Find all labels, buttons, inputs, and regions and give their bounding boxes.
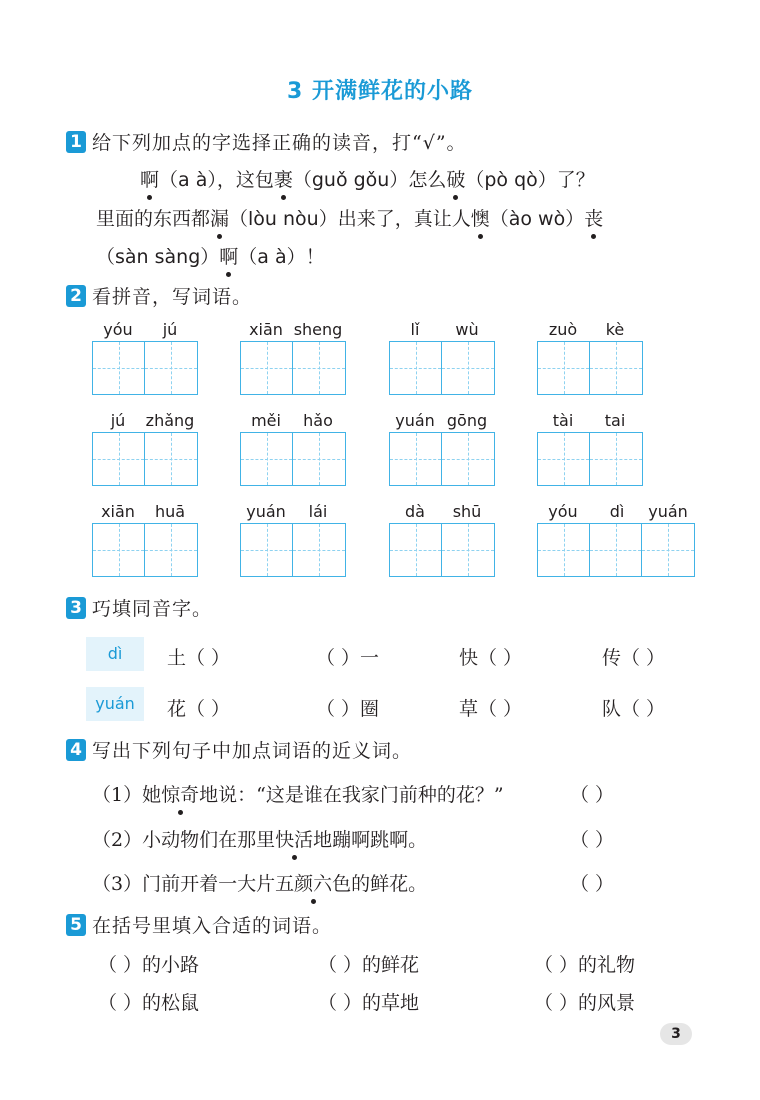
- q4-number-badge: 4: [66, 739, 86, 761]
- q3-heading: [66, 594, 212, 624]
- writing-grid[interactable]: [537, 523, 695, 577]
- q1-line-1: [140, 165, 595, 192]
- pinyin-options: （pò qò）了？: [465, 169, 595, 191]
- fill-blank[interactable]: （ ）圈: [316, 698, 380, 720]
- pinyin-group: dà shū: [405, 502, 482, 521]
- dotted-word: 快活: [275, 825, 313, 852]
- dotted-word: 惊奇: [161, 780, 199, 807]
- pinyin-tag: dì: [86, 637, 144, 671]
- writing-grid[interactable]: [92, 523, 198, 577]
- q2-heading: [66, 282, 252, 312]
- q5-instruction: 在括号里填入合适的词语。: [92, 915, 333, 937]
- fill-blank[interactable]: （ ）的礼物: [534, 954, 636, 976]
- q4-instruction: 写出下列句子中加点词语的近义词。: [92, 740, 413, 762]
- dotted-char: 啊: [219, 242, 238, 269]
- q1-line-3: [96, 242, 325, 269]
- pinyin-options: （a à）！: [238, 246, 325, 268]
- pinyin-group: yuán lái: [246, 502, 328, 521]
- q3-instruction: 巧填同音字。: [92, 598, 213, 620]
- pinyin-group: jú zhǎng: [110, 411, 195, 430]
- writing-grid[interactable]: [389, 341, 495, 395]
- fill-blank[interactable]: 草（ ）: [459, 698, 523, 720]
- fill-blank[interactable]: （ ）的草地: [318, 992, 420, 1014]
- q3-number-badge: 3: [66, 597, 86, 619]
- q1-number-badge: 1: [66, 131, 86, 153]
- pinyin-group: xiān sheng: [249, 320, 343, 339]
- writing-grid[interactable]: [92, 341, 198, 395]
- pinyin-group: měi hǎo: [251, 411, 333, 430]
- fill-blank[interactable]: 队（ ）: [602, 698, 666, 720]
- fill-blank[interactable]: （ ）的小路: [98, 954, 200, 976]
- fill-blank[interactable]: （ ）一: [316, 647, 380, 669]
- dotted-char: 丧: [584, 204, 603, 231]
- writing-grid[interactable]: [537, 341, 643, 395]
- q4-heading: [66, 736, 412, 766]
- pinyin-group: zuò kè: [548, 320, 625, 339]
- pinyin-options: （guǒ gǒu）怎么: [292, 169, 447, 191]
- dotted-word: 五颜六色: [275, 869, 351, 896]
- q1-heading: [66, 128, 467, 158]
- q2-instruction: 看拼音，写词语。: [92, 286, 253, 308]
- fill-blank[interactable]: （ ）的鲜花: [318, 954, 420, 976]
- fill-blank[interactable]: 花（ ）: [167, 698, 231, 720]
- page-number: 3: [660, 1023, 692, 1045]
- pinyin-options: （ào wò）: [489, 208, 585, 230]
- pinyin-group: yóu jú: [103, 320, 178, 339]
- q5-heading: [66, 911, 332, 941]
- writing-grid[interactable]: [389, 432, 495, 486]
- q4-sentence-2: （2）小动物们在那里快活地蹦啊跳啊。: [92, 825, 427, 852]
- q1-instruction: 给下列加点的字选择正确的读音，打“√”。: [92, 132, 467, 154]
- page-title: 3 开满鲜花的小路: [287, 79, 473, 104]
- answer-blank[interactable]: （ ）: [570, 829, 615, 851]
- fill-blank[interactable]: 土（ ）: [167, 647, 231, 669]
- pinyin-options: （sàn sàng）: [96, 246, 220, 268]
- q4-sentence-1: （1）她惊奇地说：“这是谁在我家门前种的花？”: [92, 780, 504, 807]
- sentence-text: 里面的东西都: [96, 208, 211, 230]
- writing-grid[interactable]: [389, 523, 495, 577]
- dotted-char: 懊: [471, 204, 490, 231]
- dotted-char: 裹: [274, 165, 293, 192]
- answer-blank[interactable]: （ ）: [570, 784, 615, 806]
- fill-blank[interactable]: （ ）的风景: [534, 992, 636, 1014]
- q2-number-badge: 2: [66, 285, 86, 307]
- writing-grid[interactable]: [537, 432, 643, 486]
- pinyin-group: yóu dì yuán: [548, 502, 688, 521]
- q5-number-badge: 5: [66, 914, 86, 936]
- fill-blank[interactable]: 传（ ）: [602, 647, 666, 669]
- dotted-char: 啊: [140, 165, 159, 192]
- writing-grid[interactable]: [240, 432, 346, 486]
- writing-grid[interactable]: [92, 432, 198, 486]
- pinyin-options: （lòu nòu）出来了，真让人: [229, 208, 471, 230]
- fill-blank[interactable]: （ ）的松鼠: [98, 992, 200, 1014]
- pinyin-options: （a à），这包: [159, 169, 274, 191]
- q4-sentence-3: （3）门前开着一大片五颜六色的鲜花。: [92, 869, 427, 896]
- dotted-char: 漏: [210, 204, 229, 231]
- pinyin-group: yuán gōng: [395, 411, 488, 430]
- writing-grid[interactable]: [240, 341, 346, 395]
- dotted-char: 破: [446, 165, 465, 192]
- q1-line-2: [96, 204, 603, 231]
- pinyin-group: xiān huā: [101, 502, 186, 521]
- pinyin-tag: yuán: [86, 687, 144, 721]
- answer-blank[interactable]: （ ）: [570, 873, 615, 895]
- writing-grid[interactable]: [240, 523, 346, 577]
- pinyin-group: lǐ wù: [410, 320, 479, 339]
- fill-blank[interactable]: 快（ ）: [459, 647, 523, 669]
- pinyin-group: tài tai: [552, 411, 626, 430]
